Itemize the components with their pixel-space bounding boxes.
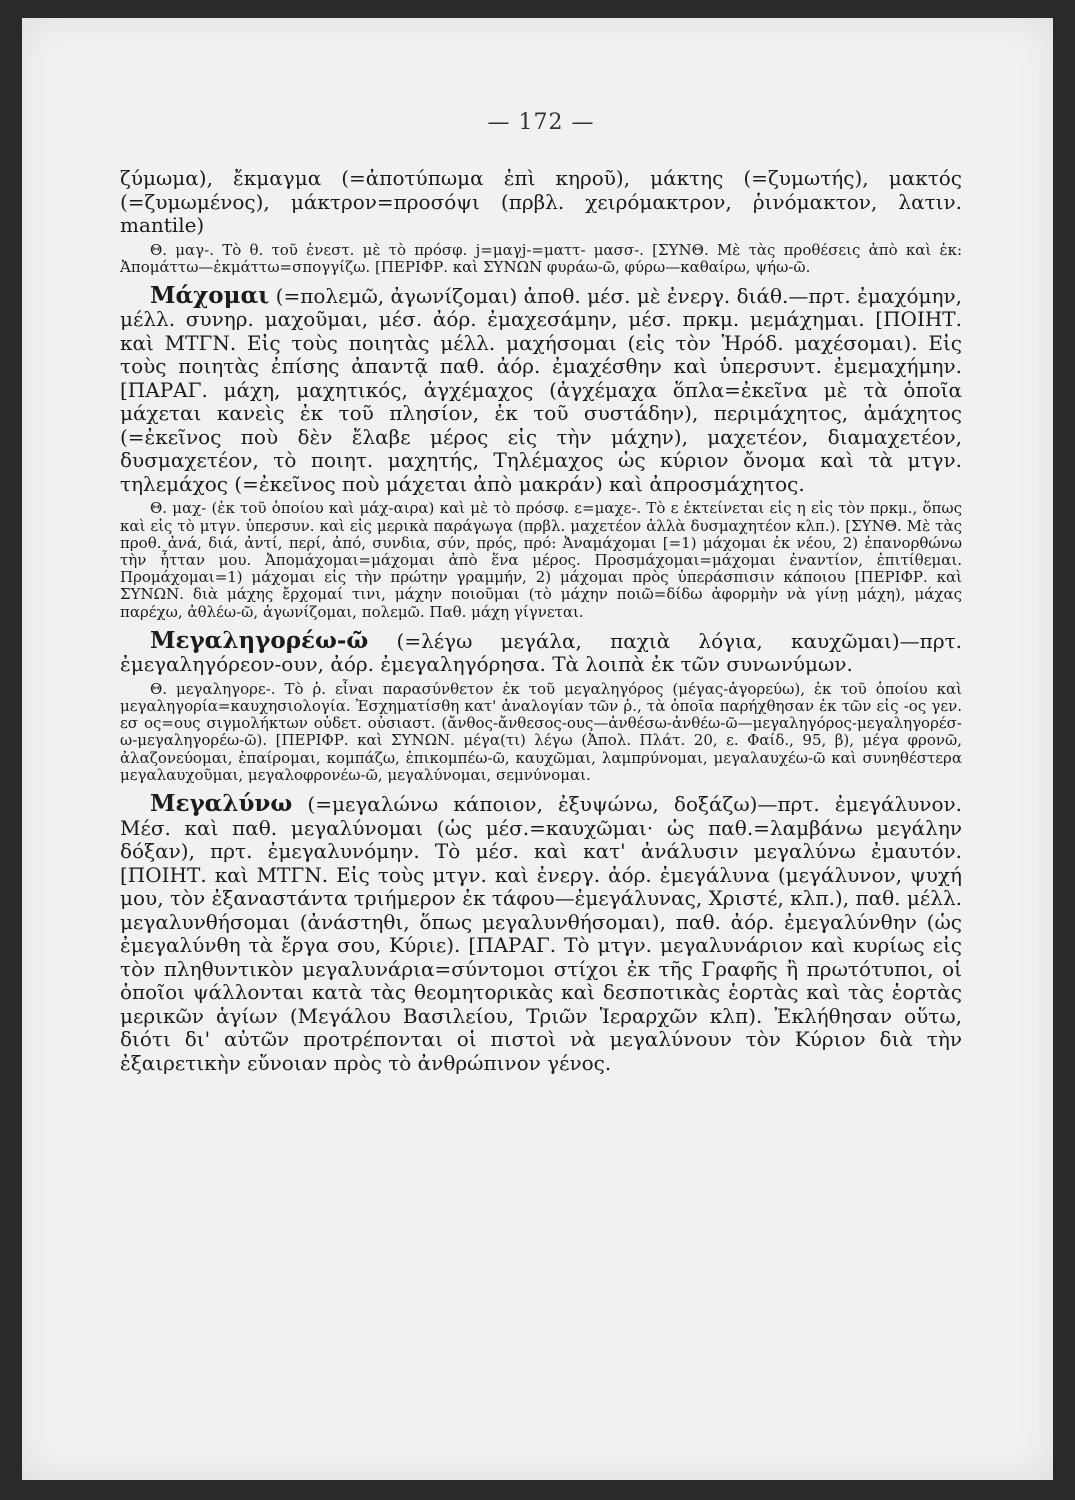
entry-body: (=πολεμῶ, ἀγωνίζομαι) ἀποθ. μέσ. μὲ ἐνεργ. διάθ.—πρτ. ἐμαχόμην, μέλλ. συνηρ. μαχοῦμαι, μέσ. ἀόρ. ἐμαχεσάμην, μέσ. πρκμ. μεμάχημαι. [ΠΟΙΗΤ. καὶ ΜΤΓΝ. Εἰς τοὺς ποιητὰς μέλλ. μαχήσομαι (εἰς τὸν Ἡρόδ. μαχέσομαι). Εἰς τοὺς ποιητὰς ἐπίσης ἀπαντᾷ παθ. ἀόρ. ἐμαχέσθην καὶ ὑπερσυντ. ἐμεμαχήμην. [ΠΑΡΑΓ. μάχη, μαχητικός, ἀγχέμαχος (ἀγχέμαχα ὅπλα=ἐκεῖνα μὲ τὰ ὁποῖα μάχεται κανεὶς ἐκ τοῦ πλησίον, ἐκ τοῦ συστάδην), περιμάχητος, ἀμάχητος (=ἐκεῖνος ποὺ δὲν ἔλαβε μέρος εἰς τὴν μάχην), μαχετέον, διαμαχετέον, δυσμαχετέον, τὸ ποιητ. μαχητής, Τηλέμαχος ὡς κύριον ὄνομα καὶ τὰ μτγν. τηλεμάχος (=ἐκεῖνος ποὺ μάχεται ἀπὸ μακράν) καὶ ἀπροσμάχητος. <box>120 283 962 496</box>
entry-machomai <box>120 281 962 497</box>
etymology-note: Θ. μεγαληγορε-. Τὸ ῥ. εἶναι παρασύνθετον ἐκ τοῦ μεγαληγόρος (μέγας-ἀγορεύω), ἐκ τοῦ ὁποίου καὶ μεγαληγορία=καυχησιολογία. Ἐσχηματίσθη κατ' ἀναλογίαν τῶν ῥ., τὰ ὁποῖα παρήχθησαν ἐκ τῶν εἰς -ος γεν. εσ ος=ους σιγμολήκτων οὐδετ. οὐσιαστ. (ἄνθος-ἄνθεσος-ους—ἀνθέσω-ἀνθέω-ῶ—μεγαληγόρος-μεγαληγορέσ-ω-μεγαληγορέω-ῶ). [ΠΕΡΙΦΡ. καὶ ΣΥΝΩΝ. μέγα(τι) λέγω (Ἀπολ. Πλάτ. 20, ε. Φαίδ., 95, β), μέγα φρονῶ, ἀλαζονεύομαι, ἐπαίρομαι, κομπάζω, ἐπικομπέω-ῶ, καυχῶμαι, λαμπρύνομαι, μεγαλαυχέω-ῶ καὶ συνηθέστερα μεγαλαυχοῦμαι, μεγαλοφρονέω-ῶ, μεγαλύνομαι, σεμνύνομαι. <box>120 679 962 784</box>
entry-megalegoreo <box>120 626 963 677</box>
page-number: — 172 — <box>487 110 595 135</box>
etymology-note: Θ. μαχ- (ἐκ τοῦ ὁποίου καὶ μάχ-αιρα) καὶ μὲ τὸ πρόσφ. ε=μαχε-. Τὸ ε ἐκτείνεται εἰς η εἰς τὸν πρκμ., ὅπως καὶ εἰς τὸ μτγν. ὑπερσυν. καὶ εἰς μερικὰ παράγωγα (πρβλ. μαχετέον ἀλλὰ δυσμαχητέον κλπ.). [ΣΥΝΘ. Μὲ τὰς προθ. ἀνά, διά, ἀντί, περί, ἀπό, συνδια, σύν, πρός, πρό: Ἀναμάχομαι [=1) μάχομαι ἐκ νέου, 2) ἐπανορθώνω τὴν ἧτταν μου. Ἀπομάχομαι=μάχομαι ἀπὸ ἕνα μέρος. Προσμάχομαι=μάχομαι ἐναντίον, ἐπιτίθεμαι. Προμάχομαι=1) μάχομαι εἰς τὴν πρώτην γραμμήν, 2) μάχομαι πρὸς ὑπεράσπισιν κάποιου [ΠΕΡΙΦΡ. καὶ ΣΥΝΩΝ. διὰ μάχης ἔρχομαί τινι, μάχην ποιοῦμαι (τὸ μάχην ποιῶ=δίδω ἀφορμὴν νὰ γίνῃ μάχη), μάχας παρέχω, ἀθλέω-ῶ, ἀγωνίζομαι, πολεμῶ. Παθ. μάχη γίγνεται. <box>120 499 962 621</box>
headword: Μεγαλύνω <box>150 790 293 818</box>
headword: Μάχομαι <box>150 281 270 309</box>
entry-body: (=λέγω μεγάλα, παχιὰ λόγια, καυχῶμαι)—πρτ. ἐμεγαληγόρεον-ουν, ἀόρ. ἐμεγαληγόρησα. Τὰ λοιπὰ ἐκ τῶν συνωνύμων. <box>120 628 963 677</box>
headword: Μεγαληγορέω-ῶ <box>150 626 369 654</box>
etymology-note: Θ. μαγ-. Τὸ θ. τοῦ ἐνεστ. μὲ τὸ πρόσφ. j=μαγj-=ματτ- μασσ-. [ΣΥΝΘ. Μὲ τὰς προθέσεις ἀπὸ καὶ ἐκ: Ἀπομάττω—ἐκμάττω=σπογγίζω. [ΠΕΡΙΦΡ. καὶ ΣΥΝΩΝ φυράω-ῶ, φύρω—καθαίρω, ψήω-ῶ. <box>120 240 962 276</box>
entry-body: (=μεγαλώνω κάποιον, ἐξυψώνω, δοξάζω)—πρτ. ἐμεγάλυνον. Μέσ. καὶ παθ. μεγαλύνομαι (ὡς μέσ.=καυχῶμαι· ὡς παθ.=λαμβάνω μεγάλην δόξαν), πρτ. ἐμεγαλυνόμην. Τὸ μέσ. καὶ κατ' ἀνάλυσιν μεγαλύνω ἐμαυτόν. [ΠΟΙΗΤ. καὶ ΜΤΓΝ. Εἰς τοὺς μτγν. καὶ ἐνεργ. ἀόρ. ἐμεγάλυνα (μεγάλυνον, ψυχή μου, τὸν ἐξαναστάντα τριήμερον ἐκ τάφου—ἐμεγάλυνας, Χριστέ, κλπ.), παθ. μέλλ. μεγαλυνθήσομαι (ἀνάστηθι, ὅπως μεγαλυνθήσομαι), παθ. ἀόρ. ἐμεγαλύνθην (ὡς ἐμεγαλύνθη τὰ ἔργα σου, Κύριε). [ΠΑΡΑΓ. Τὸ μτγν. μεγαλυνάριον καὶ κυρίως εἰς τὸν πληθυντικὸν μεγαλυνάρια=σύντομοι στίχοι ἐκ τῆς Γραφῆς ἢ πρωτότυποι, οἱ ὁποῖοι ψάλλονται κατὰ τὰς θεομητορικὰς καὶ δεσποτικὰς ἑορτὰς καὶ τὰς ἑορτὰς μερικῶν ἁγίων (Μεγάλου Βασιλείου, Τριῶν Ἱεραρχῶν κλπ). Ἐκλήθησαν οὕτω, διότι δι' αὐτῶν προτρέπονται οἱ πιστοὶ νὰ μεγαλύνουν τὸν Κύριον διὰ τὴν ἐξαιρετικὴν εὔνοιαν πρὸς τὸ ἀνθρώπινον γένος. <box>120 792 962 1075</box>
entry-megalyno <box>120 792 962 1075</box>
book-page <box>22 18 1053 1480</box>
page-text <box>120 110 962 1075</box>
entry-continuation: ζύμωμα), ἔκμαγμα (=ἀποτύπωμα ἐπὶ κηροῦ), μάκτης (=ζυμωτής), μακτός (=ζυμωμένος), μάκτρον=προσόψι (πρβλ. χειρόμακτρον, ῥινόμακτον, λατιν. mantile) <box>120 166 962 237</box>
